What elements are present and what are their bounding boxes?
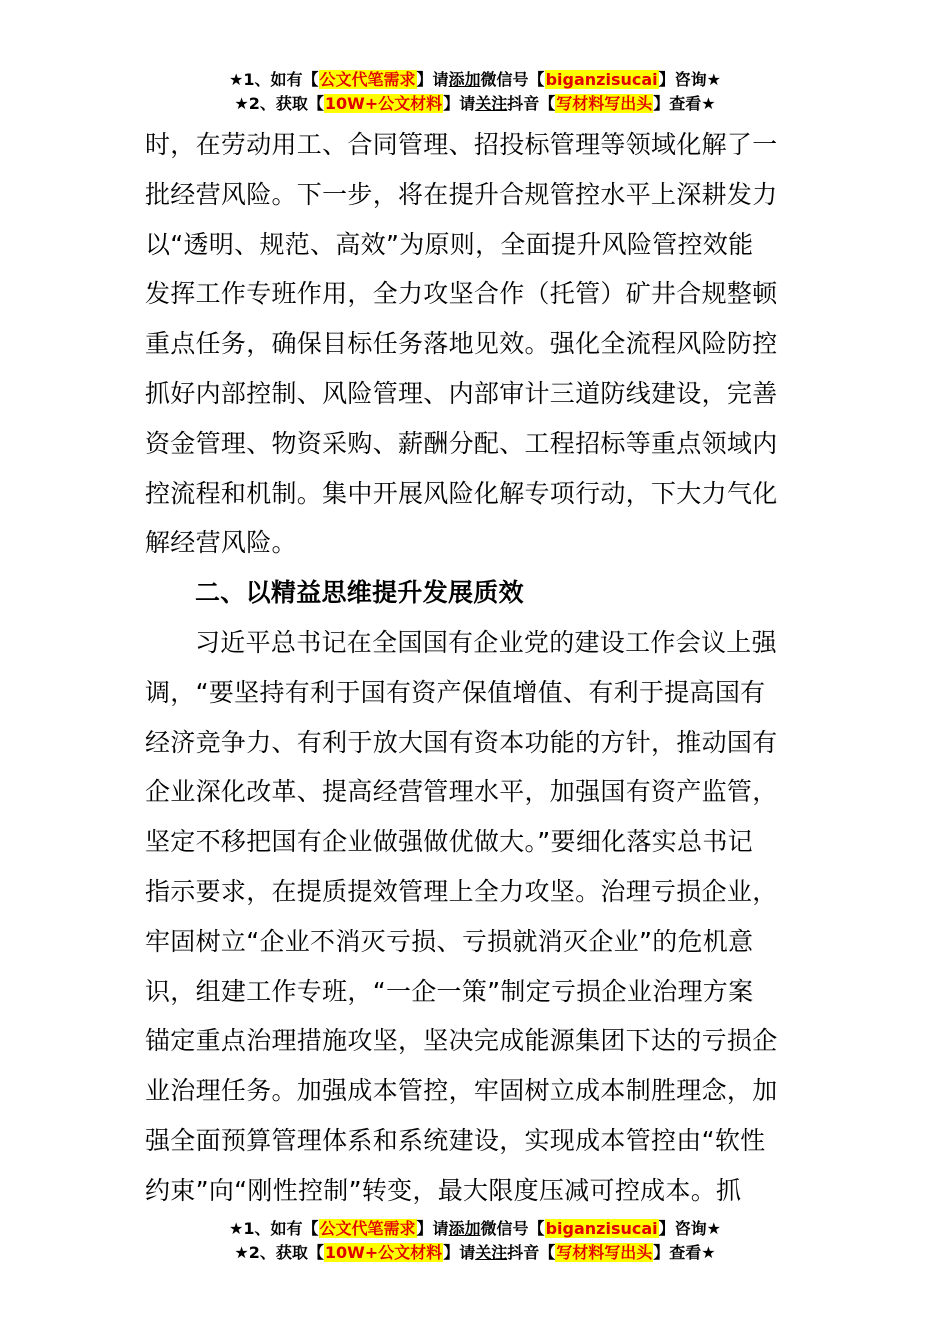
body-line: 业治理任务。加强成本管控，牢固树立成本制胜理念，加 — [145, 1076, 778, 1106]
footer-line-2: ★2、获取【10W+公文材料】请关注抖音【写材料写出头】查看★ — [234, 1243, 716, 1262]
body-line: 指示要求，在提质提效管理上全力攻坚。治理亏损企业， — [145, 876, 778, 906]
body-line: 解经营风险。 — [145, 528, 297, 558]
body-line: 约束”向“刚性控制”转变，最大限度压减可控成本。抓 — [145, 1175, 742, 1205]
body-line: 调，“要坚持有利于国有资产保值增值、有利于提高国有 — [145, 677, 766, 707]
wechat-id: biganzisucai — [545, 70, 658, 89]
header-banner — [0, 68, 950, 116]
body-line: 抓好内部控制、风险管理、内部审计三道防线建设，完善 — [145, 378, 778, 408]
footer-line-1: ★1、如有【公文代笔需求】请添加微信号【biganzisucai】咨询★ — [229, 1219, 721, 1238]
underlined-text: 关注 — [475, 1243, 508, 1262]
body-line: 企业深化改革、提高经营管理水平，加强国有资产监管， — [145, 777, 778, 807]
body-line: 锚定重点治理措施攻坚，坚决完成能源集团下达的亏损企 — [145, 1026, 778, 1056]
body-line: 以“透明、规范、高效”为原则，全面提升风险管控效能 — [145, 229, 754, 259]
body-line: 发挥工作专班作用，全力攻坚合作（托管）矿井合规整顿 — [145, 279, 778, 309]
highlight-text: 公文代笔需求 — [319, 1219, 416, 1238]
body-line: 牢固树立“企业不消灭亏损、亏损就消灭企业”的危机意 — [145, 926, 754, 956]
document-body — [145, 120, 807, 1216]
body-line: 习近平总书记在全国国有企业党的建设工作会议上强 — [195, 627, 777, 657]
body-line: 强全面预算管理体系和系统建设，实现成本管控由“软性 — [145, 1125, 766, 1155]
body-line: 时，在劳动用工、合同管理、招投标管理等领域化解了一 — [145, 130, 778, 159]
wechat-id: biganzisucai — [545, 1219, 658, 1238]
underlined-text: 添加 — [448, 70, 481, 89]
douyin-id: 写材料写出头 — [556, 1243, 653, 1262]
footer-banner — [0, 1217, 950, 1265]
body-line: 坚定不移把国有企业做强做优做大。”要细化落实总书记 — [145, 827, 753, 857]
highlight-text: 公文代笔需求 — [319, 70, 416, 89]
header-line-1: ★1、如有【公文代笔需求】请添加微信号【biganzisucai】咨询★ — [229, 70, 721, 89]
highlight-text: 10W+公文材料 — [324, 1243, 443, 1262]
body-line: 重点任务，确保目标任务落地见效。强化全流程风险防控 — [145, 329, 778, 359]
body-line: 批经营风险。下一步，将在提升合规管控水平上深耕发力 — [145, 179, 778, 209]
highlight-text: 10W+公文材料 — [324, 94, 443, 113]
body-line: 识，组建工作专班，“一企一策”制定亏损企业治理方案 — [145, 976, 754, 1006]
underlined-text: 关注 — [475, 94, 508, 113]
douyin-id: 写材料写出头 — [556, 94, 653, 113]
body-line: 控流程和机制。集中开展风险化解专项行动，下大力气化 — [145, 478, 778, 508]
underlined-text: 添加 — [448, 1219, 481, 1238]
body-line: 资金管理、物资采购、薪酬分配、工程招标等重点领域内 — [145, 428, 778, 458]
body-line: 经济竞争力、有利于放大国有资本功能的方针，推动国有 — [145, 727, 778, 757]
section-heading: 二、以精益思维提升发展质效 — [195, 578, 524, 608]
header-line-2: ★2、获取【10W+公文材料】请关注抖音【写材料写出头】查看★ — [234, 94, 716, 113]
